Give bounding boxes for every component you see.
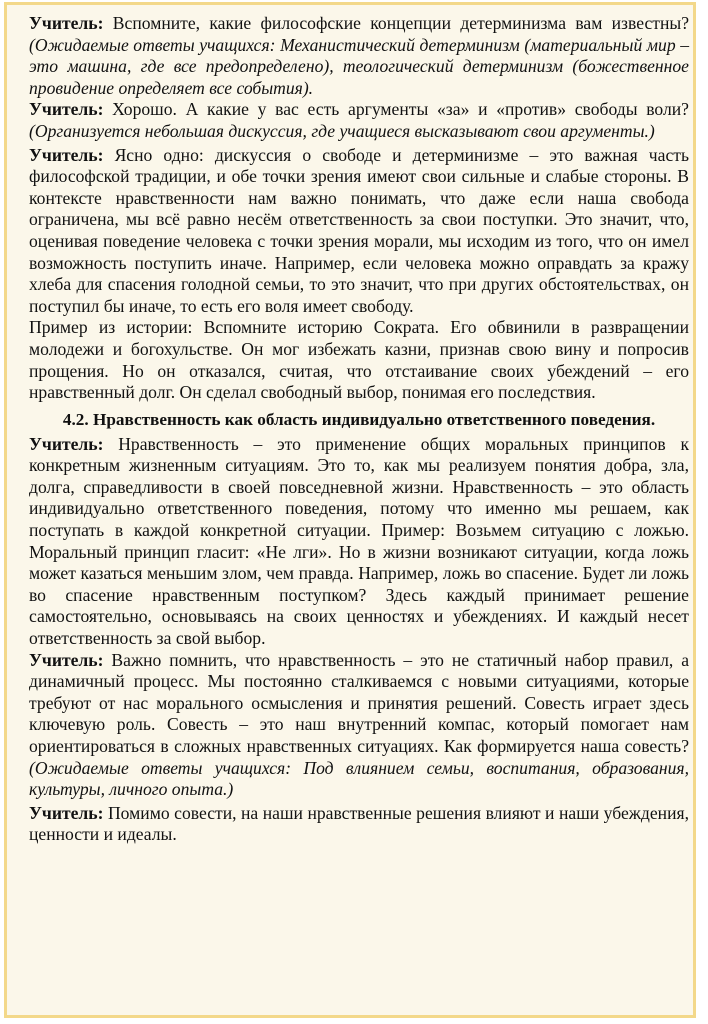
paragraph-text: Вспомните, какие философские концепции детерминизма вам известны? (103, 13, 689, 33)
paragraph-text: Пример из истории: Вспомните историю Сократа. Его обвинили в развращении молодежи и богохульстве. Он мог избежать казни, признав свою вину и попросив прощения. Но он отказался, считая, что отстаивание своих убеждений – его нравственный долг. Он сделал свободный выбор, понимая его последствия. (29, 317, 689, 403)
speaker-label: Учитель: (29, 13, 104, 33)
paragraph-text: Ясно одно: дискуссия о свободе и детерминизме – это важная часть философской традиции, и обе точки зрения имеют свои сильные и слабые стороны. В контексте нравственности нам важно понимать, что даже если наша свобода ограничена, мы всё равно несём ответственность за свои поступки. Это значит, что, оценивая поведение человека с точки зрения морали, мы исходим из того, что он имел возможность поступить иначе. Например, если человека можно оправдать за кражу хлеба для спасения голодной семьи, то это значит, что при других обстоятельствах, он поступил бы иначе, то есть его воля имеет свободу. (29, 144, 689, 316)
speaker-label: Учитель: (29, 144, 104, 165)
paragraph-text: Важно помнить, что нравственность – это не статичный набор правил, а динамичный процесс. Мы постоянно сталкиваемся с новыми ситуациями, которые требуют от нас морального осмысления и принятия решений. Совесть играет здесь ключевую роль. Совесть – это наш внутренний компас, который помогает нам ориентироваться в сложных нравственных ситуациях. Как формируется наша совесть? (29, 649, 689, 756)
paragraph-1 (29, 13, 689, 99)
page-frame (4, 2, 696, 1018)
paragraph-5 (29, 434, 689, 650)
paragraph-text: Помимо совести, на наши нравственные решения влияют и наши убеждения, ценности и идеалы. (29, 802, 689, 845)
document-body (29, 13, 689, 846)
speaker-label: Учитель: (29, 433, 104, 454)
paragraph-6 (29, 650, 689, 801)
paragraph-3 (29, 145, 689, 318)
paragraph-text: Нравственность – это применение общих моральных принципов к конкретным жизненным ситуациям. Это то, как мы реализуем понятия добра, зла, долга, справедливости в своей повседневной жизни. Нравственность – это область индивидуально ответственного поведения, потому что именно мы решаем, как поступать в каждой конкретной ситуации. Пример: Возьмем ситуацию с ложью. Моральный принцип гласит: «Не лги». Но в жизни возникают ситуации, когда ложь может казаться меньшим злом, чем правда. Например, ложь во спасение. Будет ли ложь во спасение нравственным поступком? Здесь каждый принимает решение самостоятельно, основываясь на своих ценностях и убеждениях. И каждый несет ответственность за свой выбор. (29, 433, 689, 649)
paragraph-7 (29, 803, 689, 846)
speaker-label: Учитель: (29, 802, 104, 823)
expected-answers: (Ожидаемые ответы учащихся: Механистический детерминизм (материальный мир – это машина, где все предопределено), теологический детерминизм (божественное провидение определяет все события). (29, 34, 689, 98)
section-heading: 4.2. Нравственность как область индивидуально ответственного поведения. (62, 409, 656, 429)
paragraph-2 (29, 99, 689, 142)
speaker-label: Учитель: (29, 649, 104, 670)
discussion-note: (Организуется небольшая дискуссия, где учащиеся высказывают свои аргументы.) (29, 120, 655, 141)
expected-answers: (Ожидаемые ответы учащихся: Под влиянием семьи, воспитания, образования, культуры, личного опыта.) (29, 757, 689, 800)
paragraph-4 (29, 317, 689, 403)
speaker-label: Учитель: (29, 99, 104, 120)
paragraph-text: Хорошо. А какие у вас есть аргументы «за» и «против» свободы воли? (103, 99, 689, 120)
